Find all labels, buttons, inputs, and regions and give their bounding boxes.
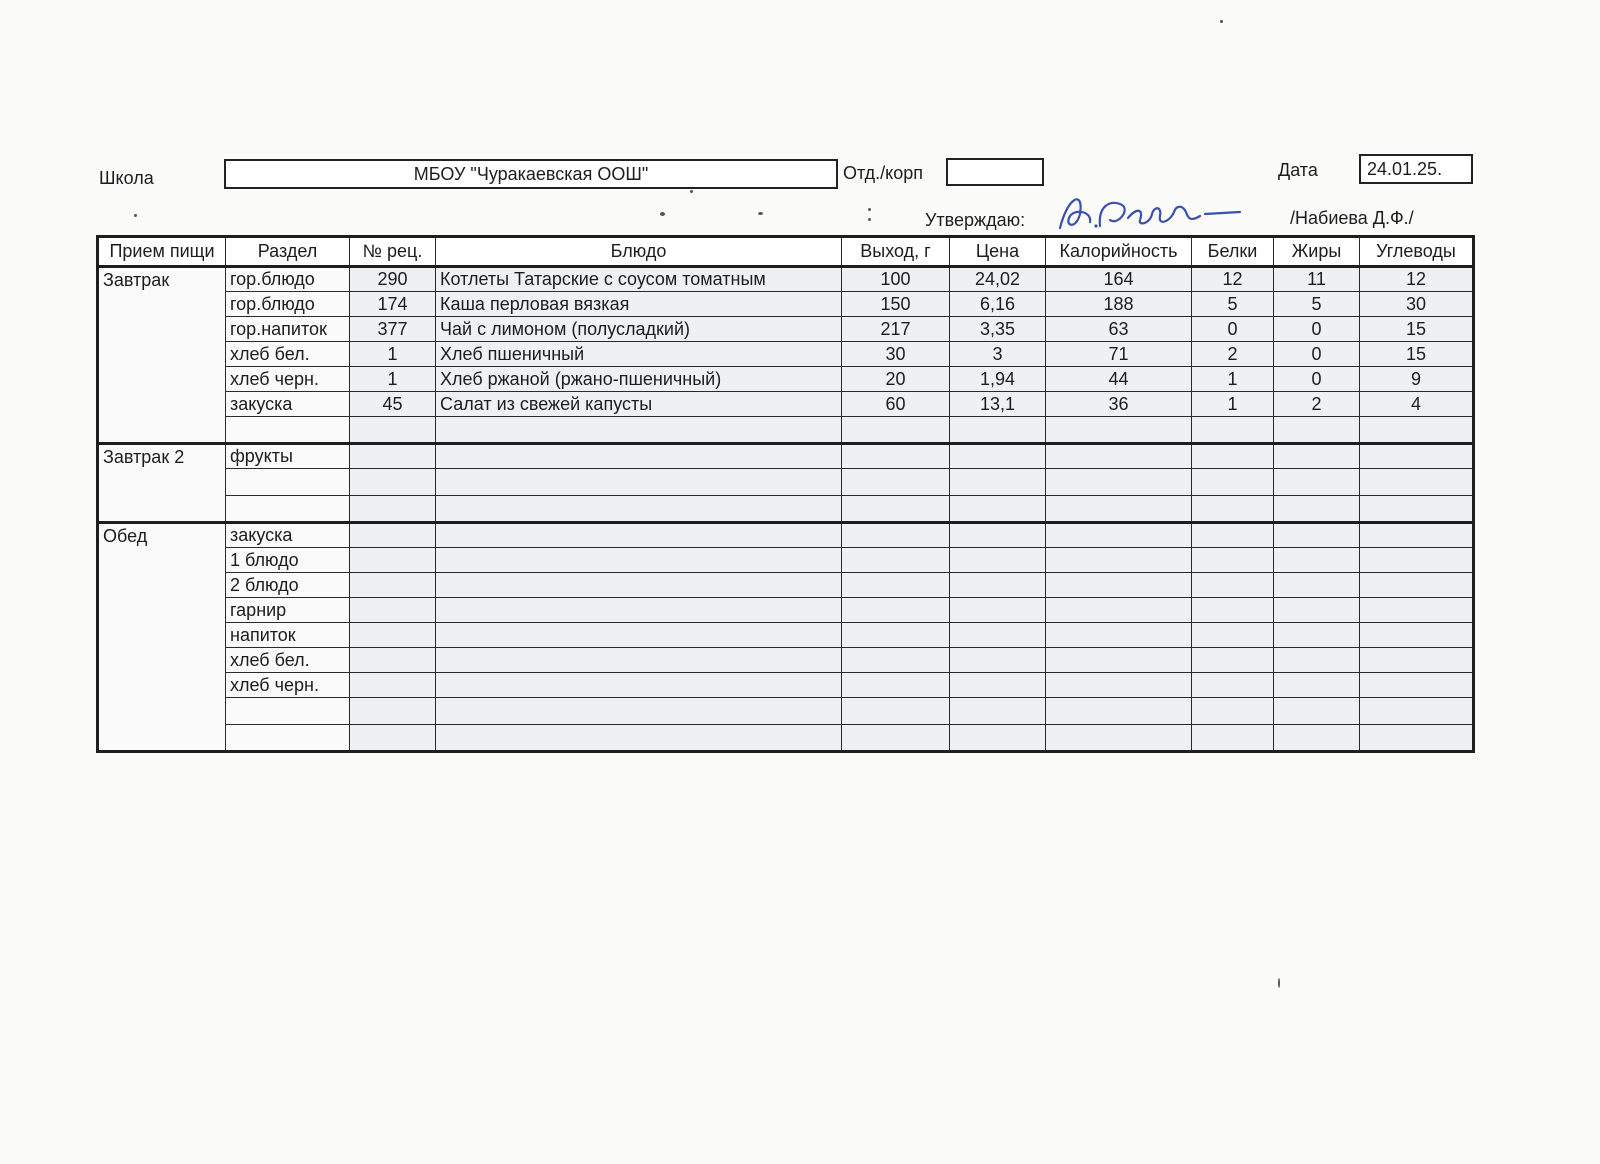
scan-speck [1278, 978, 1280, 988]
scan-speck [1220, 20, 1223, 23]
protein-cell: 1 [1192, 367, 1274, 392]
table-row-empty [98, 496, 1474, 523]
yield-cell: 20 [842, 367, 950, 392]
dept-label: Отд./корп [843, 163, 923, 183]
kcal-cell: 63 [1046, 317, 1192, 342]
scan-speck [134, 214, 137, 217]
yield-cell: 60 [842, 392, 950, 417]
yield-cell: 217 [842, 317, 950, 342]
kcal-cell: 36 [1046, 392, 1192, 417]
dish-cell: Хлеб ржаной (ржано-пшеничный) [436, 367, 842, 392]
col-yield: Выход, г [842, 237, 950, 267]
col-carbs: Углеводы [1360, 237, 1474, 267]
col-section: Раздел [226, 237, 350, 267]
table-row-empty [98, 725, 1474, 752]
kcal-cell: 71 [1046, 342, 1192, 367]
section-cell: 1 блюдо [226, 548, 350, 573]
fat-cell: 2 [1274, 392, 1360, 417]
section-cell: гор.блюдо [226, 267, 350, 292]
table-row [98, 598, 1474, 623]
carbs-cell: 9 [1360, 367, 1474, 392]
meal-cell: Обед [98, 523, 226, 752]
section-cell: закуска [226, 392, 350, 417]
fat-cell: 0 [1274, 317, 1360, 342]
section-cell: гарнир [226, 598, 350, 623]
recipe-cell: 1 [350, 367, 436, 392]
table-row [98, 573, 1474, 598]
recipe-cell: 1 [350, 342, 436, 367]
col-meal: Прием пищи [98, 237, 226, 267]
fat-cell: 5 [1274, 292, 1360, 317]
menu-table [96, 235, 1475, 753]
col-price: Цена [950, 237, 1046, 267]
yield-cell: 30 [842, 342, 950, 367]
carbs-cell: 15 [1360, 342, 1474, 367]
scan-speck [868, 218, 871, 221]
price-cell: 3 [950, 342, 1046, 367]
section-cell: гор.напиток [226, 317, 350, 342]
section-cell: напиток [226, 623, 350, 648]
dish-cell: Чай с лимоном (полусладкий) [436, 317, 842, 342]
lunch-group [98, 523, 1474, 752]
fat-cell: 0 [1274, 367, 1360, 392]
table-row-empty [98, 417, 1474, 444]
meal-cell: Завтрак 2 [98, 444, 226, 523]
section-cell: закуска [226, 523, 350, 548]
table-row-empty [98, 469, 1474, 496]
dish-cell: Каша перловая вязкая [436, 292, 842, 317]
date-value: 24.01.25. [1367, 158, 1443, 179]
price-cell: 24,02 [950, 267, 1046, 292]
col-protein: Белки [1192, 237, 1274, 267]
school-name-field [224, 159, 838, 189]
dish-cell: Хлеб пшеничный [436, 342, 842, 367]
breakfast-group [98, 267, 1474, 444]
recipe-cell: 45 [350, 392, 436, 417]
section-cell: 2 блюдо [226, 573, 350, 598]
scan-speck [758, 212, 763, 215]
table-row [98, 317, 1474, 342]
dish-cell: Котлеты Татарские с соусом томатным [436, 267, 842, 292]
table-row [98, 523, 1474, 548]
section-cell: фрукты [226, 444, 350, 469]
scan-speck [690, 190, 693, 193]
school-name: МБОУ "Чуракаевская ООШ" [413, 163, 649, 184]
price-cell: 13,1 [950, 392, 1046, 417]
carbs-cell: 12 [1360, 267, 1474, 292]
carbs-cell: 15 [1360, 317, 1474, 342]
col-fat: Жиры [1274, 237, 1360, 267]
meal-cell: Завтрак [98, 267, 226, 444]
recipe-cell: 290 [350, 267, 436, 292]
table-row [98, 623, 1474, 648]
section-cell: хлеб черн. [226, 367, 350, 392]
yield-cell: 150 [842, 292, 950, 317]
carbs-cell: 4 [1360, 392, 1474, 417]
protein-cell: 12 [1192, 267, 1274, 292]
scan-speck [868, 208, 871, 211]
price-cell: 1,94 [950, 367, 1046, 392]
section-cell: хлеб черн. [226, 673, 350, 698]
table-row [98, 367, 1474, 392]
table-row [98, 342, 1474, 367]
approver-name: /Набиева Д.Ф./ [1290, 208, 1414, 228]
date-label: Дата [1278, 160, 1318, 180]
breakfast2-group [98, 444, 1474, 523]
price-cell: 3,35 [950, 317, 1046, 342]
table-row [98, 267, 1474, 292]
col-kcal: Калорийность [1046, 237, 1192, 267]
kcal-cell: 188 [1046, 292, 1192, 317]
col-dish: Блюдо [436, 237, 842, 267]
date-field [1359, 154, 1473, 184]
protein-cell: 0 [1192, 317, 1274, 342]
price-cell: 6,16 [950, 292, 1046, 317]
table-row [98, 548, 1474, 573]
approve-label: Утверждаю: [925, 210, 1026, 230]
dept-field [946, 158, 1044, 186]
section-cell: хлеб бел. [226, 648, 350, 673]
protein-cell: 2 [1192, 342, 1274, 367]
yield-cell: 100 [842, 267, 950, 292]
school-label: Школа [99, 168, 154, 188]
section-cell: гор.блюдо [226, 292, 350, 317]
table-row [98, 648, 1474, 673]
dish-cell: Салат из свежей капусты [436, 392, 842, 417]
table-row [98, 392, 1474, 417]
table-header-row [98, 237, 1474, 267]
kcal-cell: 164 [1046, 267, 1192, 292]
protein-cell: 1 [1192, 392, 1274, 417]
kcal-cell: 44 [1046, 367, 1192, 392]
carbs-cell: 30 [1360, 292, 1474, 317]
scan-speck [660, 212, 665, 216]
fat-cell: 11 [1274, 267, 1360, 292]
col-recipe: № рец. [350, 237, 436, 267]
table-row [98, 673, 1474, 698]
table-row-empty [98, 698, 1474, 725]
signature [1040, 186, 1270, 236]
fat-cell: 0 [1274, 342, 1360, 367]
table-row [98, 444, 1474, 469]
section-cell: хлеб бел. [226, 342, 350, 367]
table-row [98, 292, 1474, 317]
protein-cell: 5 [1192, 292, 1274, 317]
recipe-cell: 377 [350, 317, 436, 342]
recipe-cell: 174 [350, 292, 436, 317]
